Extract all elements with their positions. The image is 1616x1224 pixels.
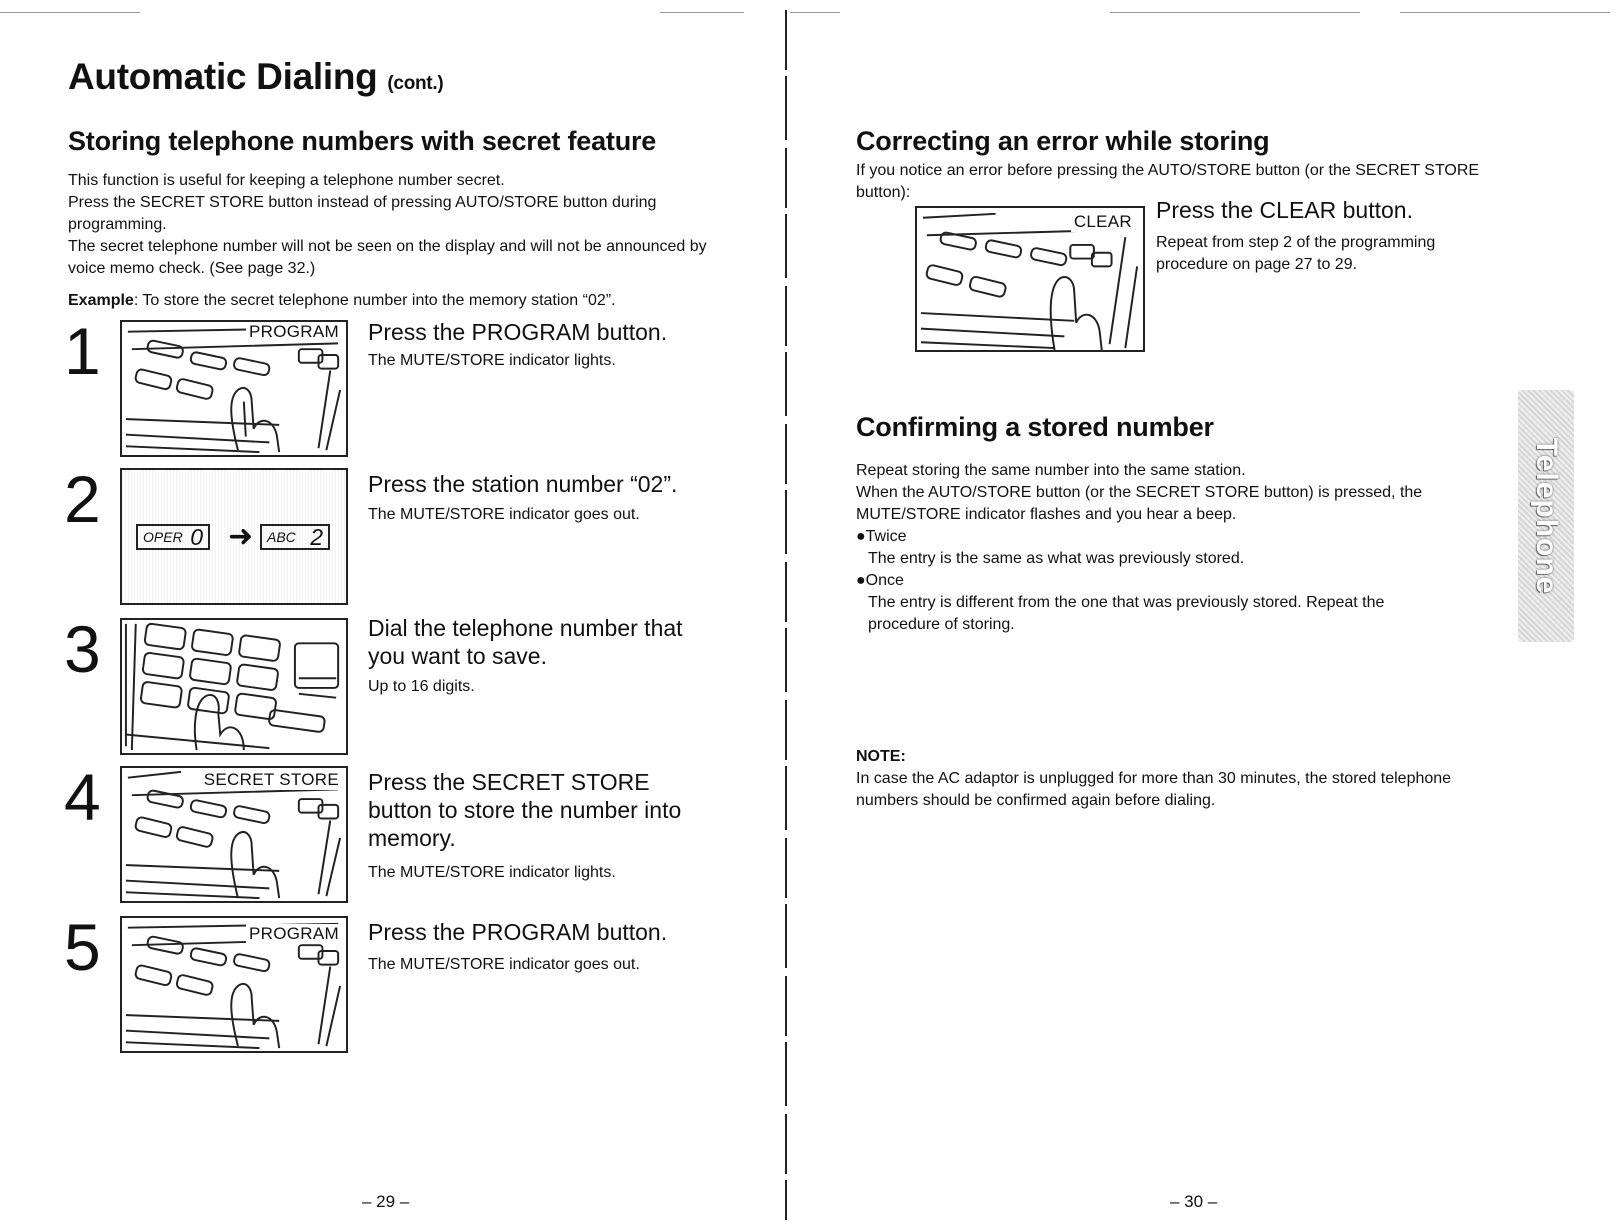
step-1-title: Press the PROGRAM button.: [368, 319, 668, 345]
page-title: [68, 56, 443, 98]
oper-key-label: OPER: [143, 529, 183, 545]
page-number-right: – 30 –: [1170, 1192, 1218, 1211]
abc-key-digit: 2: [310, 523, 323, 550]
correcting-intro: If you notice an error before pressing the AUTO/STORE button (or the SECRET STORE button):: [856, 162, 1480, 201]
abc-2-key: [260, 524, 330, 550]
step-3-illustration: [120, 618, 348, 755]
intro-line-3: The secret telephone number will not be seen on the display and will not be announced by voice memo check. (See page 32.): [68, 238, 707, 277]
step-1-illustration: [120, 320, 348, 457]
step-5-title: Press the PROGRAM button.: [368, 919, 668, 945]
right-page: [790, 0, 1616, 1224]
step-4-number: 4: [64, 760, 101, 834]
side-tab-label: Telephone: [1530, 437, 1563, 595]
page-title-text: Automatic Dialing: [68, 56, 378, 97]
section-heading-confirming: Confirming a stored number: [856, 412, 1214, 442]
step-3-subtext: Up to 16 digits.: [368, 678, 475, 695]
example-line: [68, 290, 768, 312]
step-2-illustration: [120, 468, 348, 605]
intro-line-1: This function is useful for keeping a telephone number secret.: [68, 172, 505, 189]
abc-key-label: ABC: [267, 529, 296, 545]
step-4-subtext: The MUTE/STORE indicator lights.: [368, 864, 616, 881]
page-gutter: [785, 10, 787, 1220]
step-2-number: 2: [64, 462, 101, 536]
confirming-line-2: When the AUTO/STORE button (or the SECRET STORE button) is pressed, the MUTE/STORE indicator flashes and you hear a beep.: [856, 484, 1423, 523]
confirming-line-1: Repeat storing the same number into the same station.: [856, 462, 1246, 479]
clear-illustration: [915, 206, 1145, 352]
page-number-left: – 29 –: [362, 1192, 410, 1211]
clear-subtext: Repeat from step 2 of the programming procedure on page 27 to 29.: [1156, 234, 1436, 273]
clear-title: Press the CLEAR button.: [1156, 197, 1413, 223]
step-5-number: 5: [64, 910, 101, 984]
step-1-number: 1: [64, 314, 101, 388]
example-text: : To store the secret telephone number into the memory station “02”.: [133, 292, 616, 309]
section-heading-secret: Storing telephone numbers with secret feature: [68, 126, 657, 156]
example-label: Example: [68, 292, 134, 309]
confirming-paragraph: [856, 460, 1506, 526]
step-3-title: Dial the telephone number that you want to save.: [368, 615, 683, 669]
page-title-suffix: (cont.): [387, 73, 444, 94]
bullet-once-label: ●Once: [856, 572, 904, 589]
step-4-title: Press the SECRET STORE button to store the number into memory.: [368, 769, 682, 851]
arrow-right-icon: ➜: [228, 520, 254, 553]
step-2-subtext: The MUTE/STORE indicator goes out.: [368, 506, 640, 523]
oper-0-key: [136, 524, 210, 550]
step-5-illustration: [120, 916, 348, 1053]
step-5-image-label: PROGRAM: [246, 924, 342, 944]
note-text: In case the AC adaptor is unplugged for more than 30 minutes, the stored telephone numbers should be confirmed again before dialing.: [856, 770, 1452, 809]
step-5-subtext: The MUTE/STORE indicator goes out.: [368, 956, 640, 973]
oper-key-digit: 0: [190, 523, 203, 550]
intro-paragraph: [68, 170, 728, 280]
note-label: NOTE:: [856, 748, 906, 765]
step-1-subtext: The MUTE/STORE indicator lights.: [368, 352, 616, 369]
left-page: [0, 0, 780, 1224]
step-4-image-label: SECRET STORE: [201, 770, 342, 790]
step-2-title: Press the station number “02”.: [368, 471, 678, 497]
intro-line-2: Press the SECRET STORE button instead of pressing AUTO/STORE button during programming.: [68, 194, 657, 233]
section-heading-correcting: Correcting an error while storing: [856, 126, 1270, 156]
clear-image-label: CLEAR: [1071, 212, 1135, 232]
bullet-twice-text: The entry is the same as what was previously stored.: [868, 550, 1245, 567]
step-4-illustration: [120, 766, 348, 903]
step-1-image-label: PROGRAM: [246, 322, 342, 342]
bullet-twice-label: ●Twice: [856, 528, 907, 545]
bullet-once-text: The entry is different from the one that was previously stored. Repeat the procedure of storing.: [868, 594, 1385, 633]
keypad-dial-illustration: [122, 620, 346, 753]
telephone-section-tab: [1518, 390, 1574, 642]
step-3-number: 3: [64, 612, 101, 686]
